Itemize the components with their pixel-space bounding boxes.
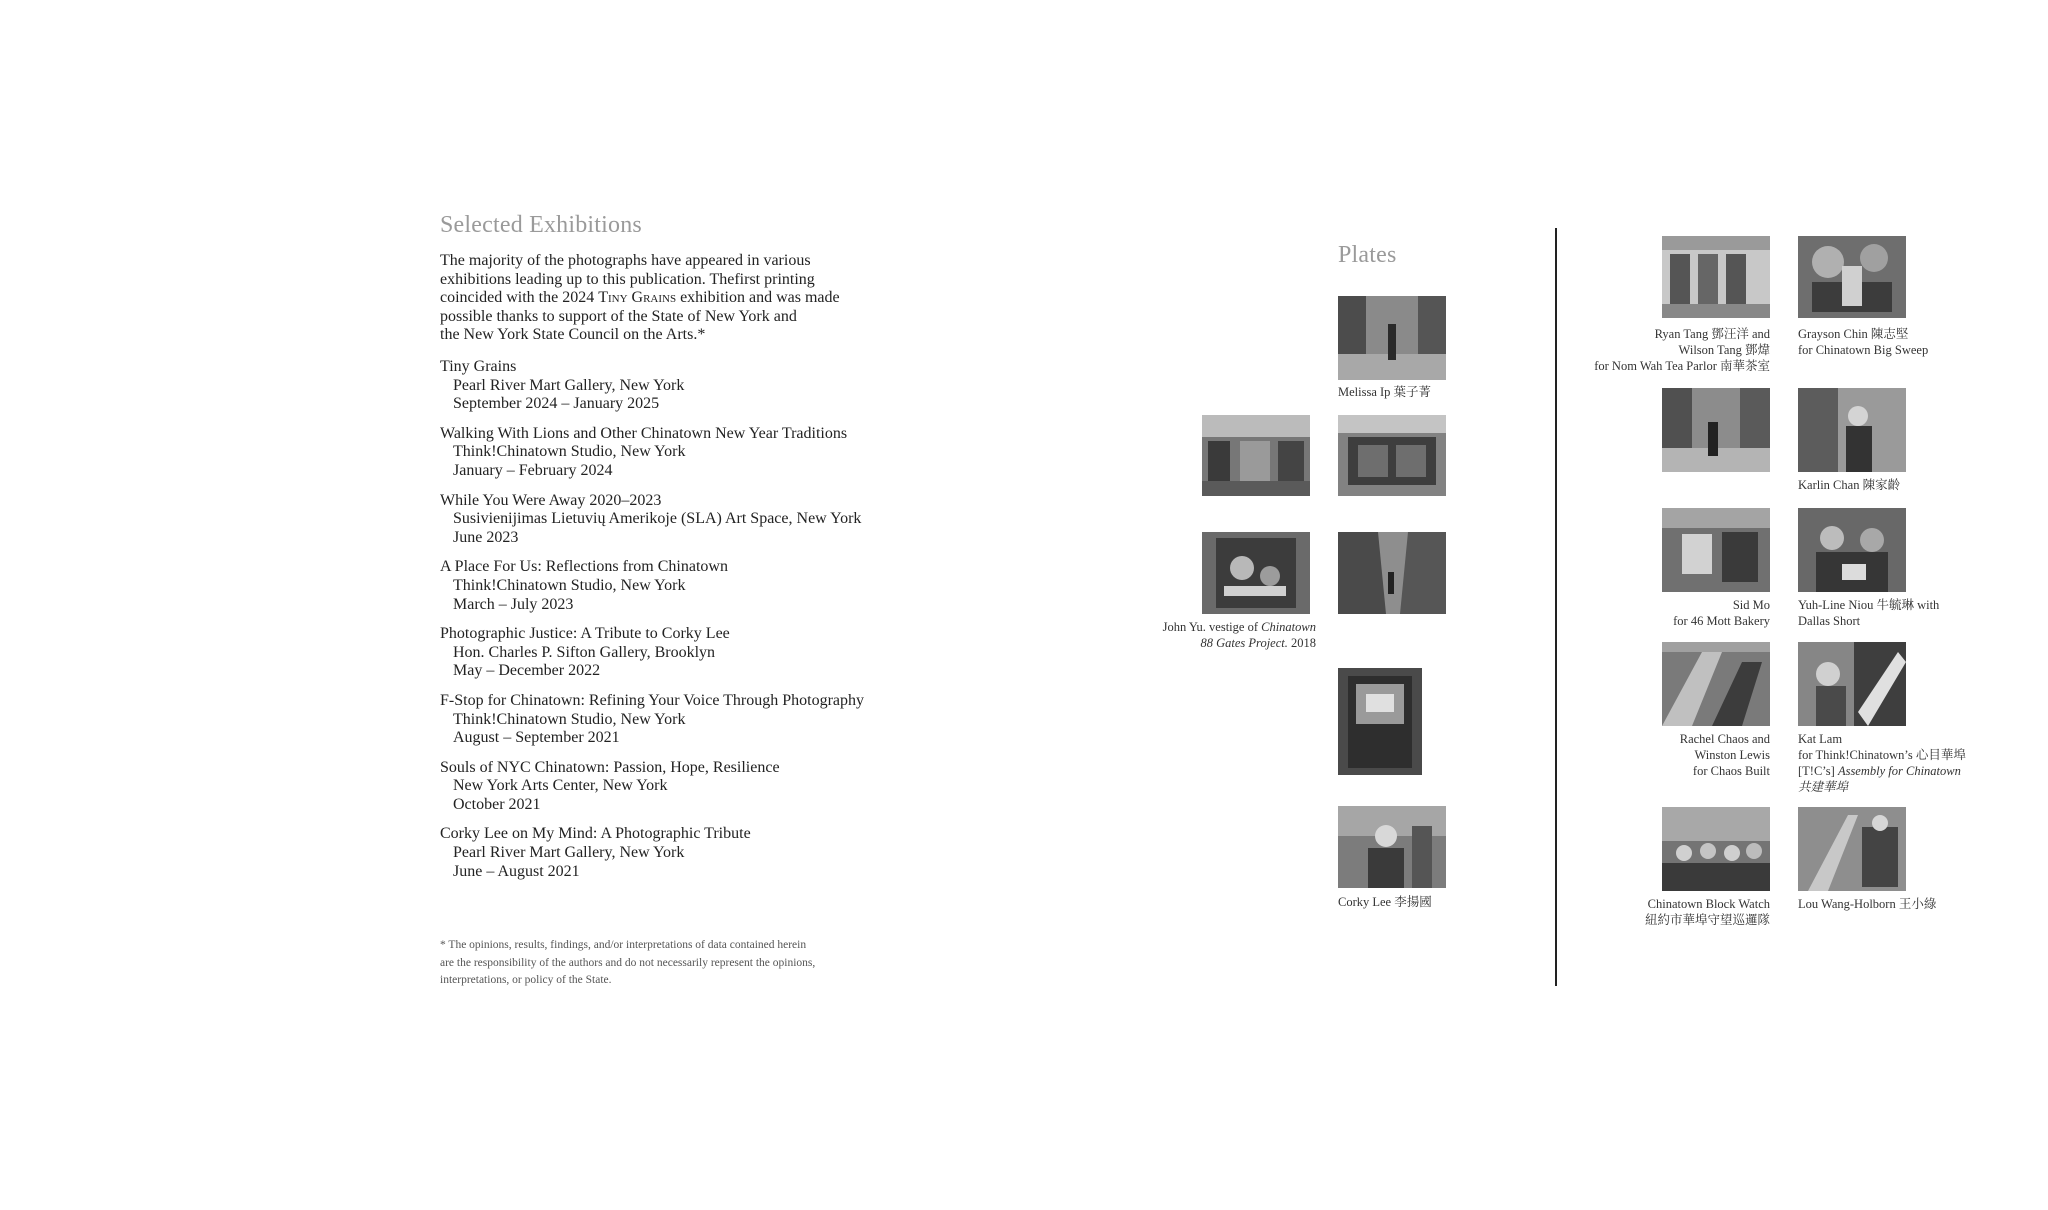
exhibition-title: F-Stop for Chinatown: Refining Your Voice Through Photography [440,691,865,709]
exhibition-entry [440,825,920,881]
intro-line: The majority of the photographs have appeared in various [440,252,811,269]
intro-text: coincided with the 2024 [440,289,599,307]
intro-line: possible thanks to support of the State of New York and [440,307,797,325]
caption-line: 共建華埠 [1798,780,1849,794]
plate-photo-yuh-line-niou [1798,508,1906,592]
exhibition-dates: March – July 2023 [453,595,574,613]
intro-exhibition-name: Tiny Grains [598,289,677,307]
exhibition-venue: Think!Chinatown Studio, New York [453,576,686,594]
caption-line: Ryan Tang 鄧汪洋 and [1654,327,1770,341]
exhibition-entry [440,425,920,481]
caption-line: for Think!Chinatown’s 心目華埠 [1798,748,1966,762]
caption-kat-lam [1798,731,1966,795]
caption-line: for Chaos Built [1692,764,1770,778]
exhibition-venue: Susivienijimas Lietuvių Amerikoje (SLA) Art Space, New York [453,510,862,528]
caption-text: [T!C’s] [1798,764,1838,778]
footnote [440,937,900,990]
caption-grayson-chin [1798,326,1928,358]
exhibition-venue: Think!Chinatown Studio, New York [453,710,686,728]
plate-photo-rachel-chaos [1662,642,1770,726]
plate-photo-chinatown-block-watch [1662,807,1770,891]
exhibition-entry [440,625,920,681]
caption-line: Yuh-Line Niou 牛毓琳 with [1798,598,1940,612]
plate-photo-karlin-chan [1798,388,1906,472]
exhibition-entry [440,759,920,815]
intro-line: the New York State Council on the Arts.* [440,326,706,344]
exhibition-venue: New York Arts Center, New York [453,777,668,795]
exhibition-venue: Hon. Charles P. Sifton Gallery, Brooklyn [453,643,716,661]
exhibition-dates: September 2024 – January 2025 [453,395,660,413]
caption-line: for 46 Mott Bakery [1673,614,1770,628]
exhibition-entry [440,558,920,614]
caption-karlin-chan: Karlin Chan 陳家齡 [1798,478,1901,492]
intro-line [440,289,880,308]
caption-chinatown-block-watch [1560,896,1770,928]
plate-photo-melissa-ip [1338,296,1446,380]
intro-text: exhibition and was made [676,289,840,307]
plate-photo-door [1338,668,1422,775]
exhibition-entry [440,492,920,548]
exhibition-dates: October 2021 [453,795,541,813]
caption-text: John Yu. vestige of [1162,620,1262,634]
exhibition-title: Photographic Justice: A Tribute to Corky Lee [440,625,730,643]
footnote-line: * The opinions, results, findings, and/or interpretations of data contained herein [440,939,807,951]
plate-photo-storefront-1 [1202,415,1310,496]
caption-line: Sid Mo [1732,598,1770,612]
exhibition-title: Corky Lee on My Mind: A Photographic Tribute [440,825,751,843]
footnote-line: are the responsibility of the authors and do not necessarily represent the opinions, [440,956,816,969]
exhibition-entry [440,358,920,414]
caption-line: Kat Lam [1798,732,1843,746]
caption-line: Wilson Tang 鄧煒 [1678,343,1770,357]
plate-photo-lou-wang-holborn [1798,807,1906,891]
footnote-line: interpretations, or policy of the State. [440,974,612,986]
caption-line: Dallas Short [1798,614,1861,628]
plate-photo-sid-mo [1662,508,1770,592]
exhibition-title: Tiny Grains [440,358,517,375]
plate-photo-storefront-2 [1338,415,1446,496]
caption-lou-wang-holborn: Lou Wang-Holborn 王小綠 [1798,897,1937,911]
section-title-plates: Plates [1338,242,1397,268]
plate-photo-kat-lam [1798,642,1906,726]
plate-photo-ryan-tang [1662,236,1770,318]
caption-line: Winston Lewis [1694,748,1770,762]
plate-photo-street [1338,532,1446,614]
section-title-selected-exhibitions: Selected Exhibitions [440,212,642,238]
exhibition-title: Walking With Lions and Other Chinatown New Year Traditions [440,424,848,442]
exhibition-dates: May – December 2022 [453,662,601,680]
exhibition-venue: Think!Chinatown Studio, New York [453,443,686,461]
caption-line: for Chinatown Big Sweep [1798,343,1929,357]
caption-line: Grayson Chin 陳志堅 [1798,327,1909,341]
caption-line: for Nom Wah Tea Parlor 南華茶室 [1594,359,1770,373]
caption-ryan-tang [1560,326,1770,374]
caption-text: 2018 [1287,636,1316,650]
caption-italic-text: Assembly for Chinatown [1837,764,1961,778]
caption-italic-text: Chinatown [1261,620,1316,634]
caption-line: Chinatown Block Watch [1647,897,1770,911]
exhibition-dates: June 2023 [453,528,519,546]
exhibition-title: While You Were Away 2020–2023 [440,491,662,509]
caption-rachel-chaos [1560,731,1770,779]
plate-photo-grayson-chin [1798,236,1906,318]
plate-photo-street-walker [1662,388,1770,472]
intro-paragraph [440,252,880,345]
caption-line [1798,763,1966,779]
exhibition-title: A Place For Us: Reflections from Chinatown [440,558,728,576]
exhibition-dates: January – February 2024 [453,461,613,479]
caption-corky-lee: Corky Lee 李揚國 [1338,895,1432,909]
caption-john-yu [1118,619,1316,651]
caption-yuh-line-niou [1798,597,1939,629]
exhibition-list [440,358,920,892]
exhibition-title: Souls of NYC Chinatown: Passion, Hope, Resilience [440,758,780,776]
caption-line [1118,635,1316,651]
caption-italic-text: 88 Gates Project. [1200,636,1288,650]
exhibition-dates: June – August 2021 [453,862,580,880]
plate-photo-john-yu [1202,532,1310,614]
exhibition-venue: Pearl River Mart Gallery, New York [453,376,685,394]
caption-line: Rachel Chaos and [1679,732,1770,746]
exhibition-venue: Pearl River Mart Gallery, New York [453,844,685,862]
caption-line [1118,619,1316,635]
caption-line: 紐約市華埠守望巡邏隊 [1644,913,1770,927]
page-divider [1555,228,1557,986]
caption-sid-mo [1560,597,1770,629]
intro-line: exhibitions leading up to this publication. Thefirst printing [440,270,815,288]
exhibition-entry [440,692,920,748]
plate-photo-corky-lee [1338,806,1446,888]
exhibition-dates: August – September 2021 [453,729,620,747]
caption-melissa-ip: Melissa Ip 葉子菁 [1338,385,1432,399]
